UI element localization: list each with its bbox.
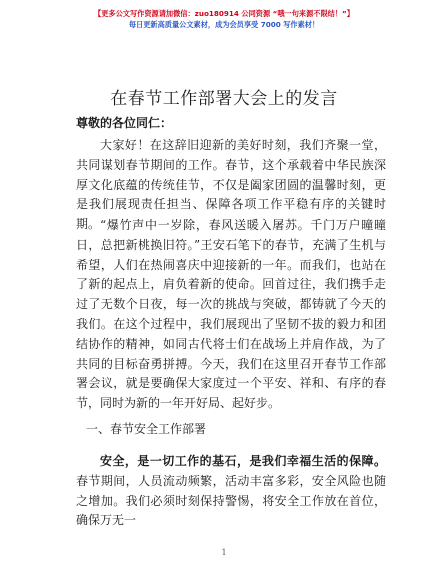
- paragraph-2: [76, 216, 386, 414]
- paragraph-1-text: 大家好！在这辞旧迎新的美好时刻，我们齐聚一堂，共同谋划春节期间的工作。春节，这个承载着中华民族深厚文化底蕴的传统佳节，不仅是阖家团圆的温馨时刻，更是我们展现责任担当、保障各项工作平稳有序的关键时期。: [76, 138, 386, 232]
- document-title: 在春节工作部署大会上的发言: [110, 89, 338, 109]
- salutation: 尊敬的各位同仁：: [76, 116, 173, 130]
- paragraph-3-bold-lead: 安全，是一切工作的基石，是我们幸福生活的保障。: [100, 454, 386, 468]
- paragraph-2-text: “爆竹声中一岁除，春风送暖入屠苏。千门万户曈曈日，总把新桃换旧符。”王安石笔下的春节，充满了生机与希望，人们在热闹喜庆中迎接新的一年。而我们，也站在了新的起点上，肩负着新的使命。回首过往，我们携手走过了无数个日夜，每一次的挑战与突破，都铸就了今天的我们。在这个过程中，我们展现出了坚韧不拔的毅力和团结协作的精神，如同古代将士们在战场上并肩作战，为了共同的目标奋勇拼搏。今天，我们在这里召开春节工作部署会议，就是要确保大家度过一个平安、祥和、有序的春节，同时为新的一年开好局、起好步。: [76, 218, 386, 411]
- paragraph-3-text: [76, 452, 386, 531]
- page-number: 1: [221, 548, 227, 557]
- section-heading-1: 一、春节安全工作部署: [86, 422, 207, 436]
- promo-banner: [0, 8, 448, 30]
- paragraph-3-rest: 春节期间，人员流动频繁，活动丰富多彩，安全风险也随之增加。我们必须时刻保持警惕，将安全工作放在首位，确保万无一: [76, 473, 386, 528]
- promo-line-2: 每日更新高质量公文素材，成为会员享受 7000 写作素材！: [128, 20, 320, 29]
- promo-line-1: 【更多公文写作资源请加微信：zuo180914 公同资源 “哦一句来源不限结！”】: [94, 9, 354, 18]
- paragraph-3: [76, 452, 386, 531]
